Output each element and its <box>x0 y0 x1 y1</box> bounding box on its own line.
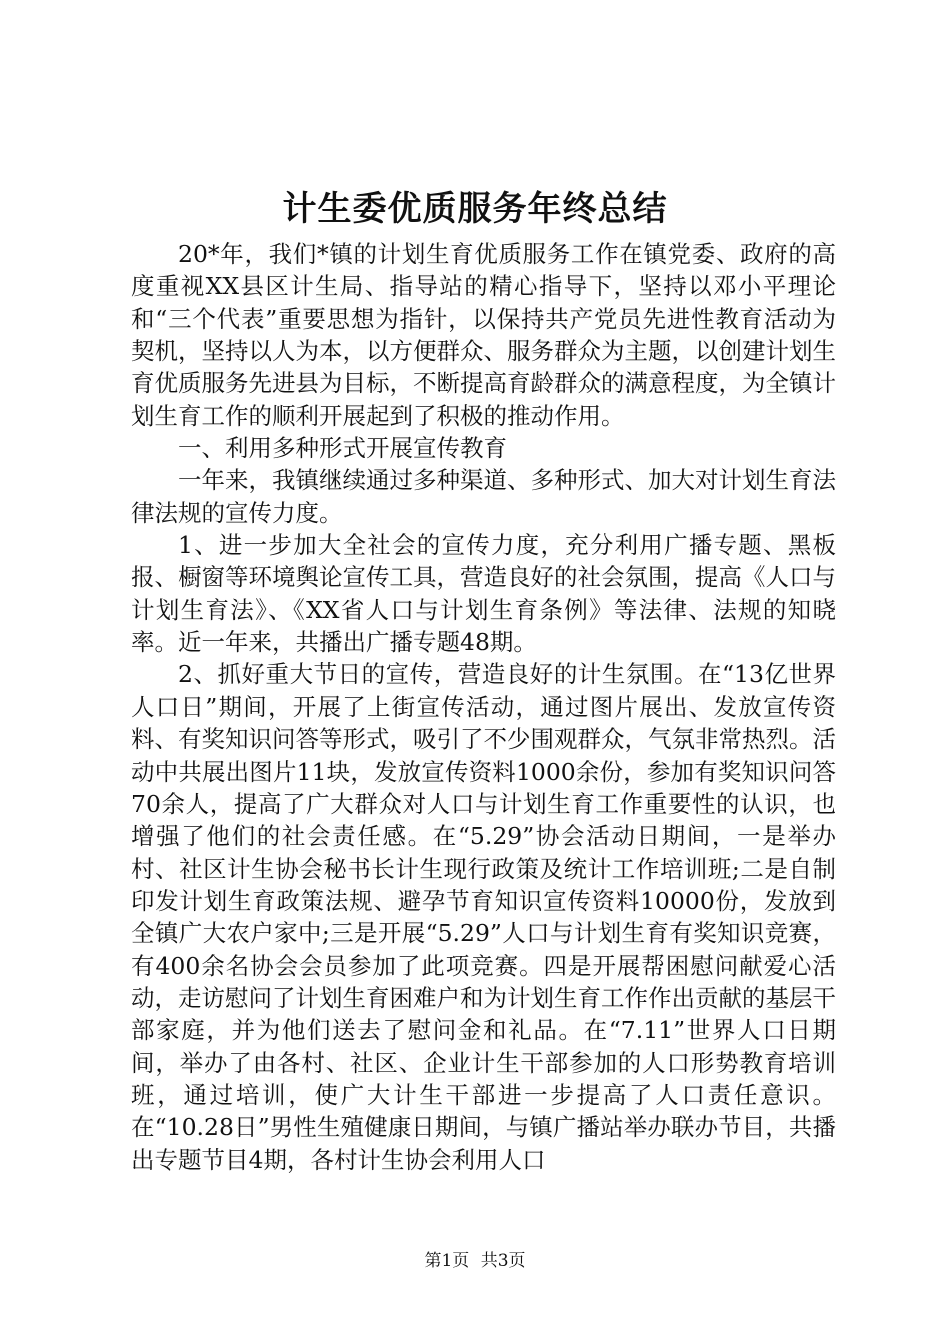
page-total: 共3页 <box>480 1251 526 1271</box>
paragraph-overview: 一年来，我镇继续通过多种渠道、多种形式、加大对计划生育法律法规的宣传力度。 <box>131 466 836 527</box>
section-heading: 一、利用多种形式开展宣传教育 <box>178 434 507 463</box>
page-number: 第1页 <box>424 1251 470 1271</box>
page-footer <box>0 1249 950 1273</box>
paragraph-intro: 20*年，我们*镇的计划生育优质服务工作在镇党委、政府的高度重视XX县区计生局、指导站的精心指导下，坚持以邓小平理论和“三个代表”重要思想为指针，以保持共产党员先进性教育活动为契机，坚持以人为本，以方便群众、服务群众为主题，以创建计划生育优质服务先进县为目标，不断提高育龄群众的满意程度，为全镇计划生育工作的顺利开展起到了积极的推动作用。 <box>131 240 836 430</box>
document-title: 计生委优质服务年终总结 <box>282 189 668 229</box>
paragraph-item-1: 1、进一步加大全社会的宣传力度，充分利用广播专题、黑板报、橱窗等环境舆论宣传工具，营造良好的社会氛围，提高《人口与计划生育法》、《XX省人口与计划生育条例》等法律、法规的知晓率。近一年来，共播出广播专题48期。 <box>131 531 836 657</box>
paragraph-item-2: 2、抓好重大节日的宣传，营造良好的计生氛围。在“13亿世界人口日”期间，开展了上街宣传活动，通过图片展出、发放宣传资料、有奖知识问答等形式，吸引了不少围观群众，气氛非常热烈。活动中共展出图片11块，发放宣传资料1000余份，参加有奖知识问答70余人，提高了广大群众对人口与计划生育工作重要性的认识，也增强了他们的社会责任感。在“5.29”协会活动日期间，一是举办村、社区计生协会秘书长计生现行政策及统计工作培训班;二是自制印发计划生育政策法规、避孕节育知识宣传资料10000份，发放到全镇广大农户家中;三是开展“5.29”人口与计划生育有奖知识竞赛，有400余名协会会员参加了此项竞赛。四是开展帮困慰问献爱心活动，走访慰问了计划生育困难户和为计划生育工作作出贡献的基层干部家庭，并为他们送去了慰问金和礼品。在“7.11”世界人口日期间，举办了由各村、社区、企业计生干部参加的人口形势教育培训班，通过培训，使广大计生干部进一步提高了人口责任意识。在“10.28日”男性生殖健康日期间，与镇广播站举办联办节目，共播出专题节目4期，各村计生协会利用人口 <box>131 660 836 1174</box>
document-body <box>131 238 836 1176</box>
